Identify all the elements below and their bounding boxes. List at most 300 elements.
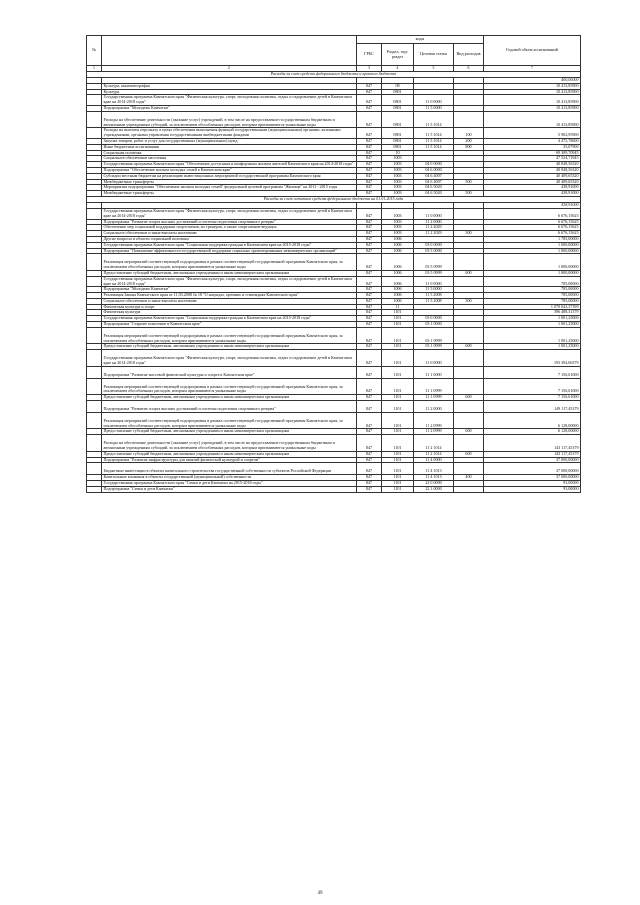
amount-cell: 6 128,00000 [484,429,581,435]
expense-type-code [454,327,484,344]
section-code: 1003 [382,191,414,197]
amount-cell: 1 001,25000 [484,316,581,322]
expense-type-code: 800 [454,144,484,150]
grbs-code: 847 [357,287,382,293]
target-article-code: 03 5 0999 [414,254,454,271]
grbs-code: 847 [357,429,382,435]
item-name: Предоставление субсидий бюджетным, автономным учреждениям и иным некоммерческим организациям [102,451,357,457]
section-caption: Расходы за счет остатков средств федерального бюджета на 01.01.2015 года [87,196,581,202]
grbs-code: 847 [357,463,382,475]
section-code: 1003 [382,167,414,173]
section-code: 0801 [382,95,414,106]
expense-type-code: 600 [454,429,484,435]
table-row [87,208,581,219]
header-rzpr: Раздел, под-раздел [382,44,414,66]
item-name: Обеспечение мер социальной поддержки спортсменов, их тренеров, а также спортсменов-ведущих [102,225,357,231]
grbs-code: 847 [357,162,382,168]
amount-cell: 40 409,65320 [484,179,581,185]
item-name: Культура [102,89,357,95]
grbs-code: 847 [357,138,382,144]
amount-cell: 7 156,61000 [484,378,581,395]
target-article-code: 11 2 1014 [414,451,454,457]
section-code: 1006 [382,298,414,304]
target-article-code: 04 6 4007 [414,179,454,185]
section-code: 1101 [382,486,414,492]
grbs-code: 847 [357,401,382,413]
amount-cell: 37 000,00000 [484,457,581,463]
item-name: Мероприятия подпрограммы "Обеспечение жильем молодых семей" федеральной целевой программы "Жилище" на 2011 - 2015 годы [102,185,357,191]
item-name: Социальное обеспечение населения [102,156,357,162]
item-name: Другие вопросы в области социальной политики [102,236,357,242]
item-name: Бюджетные инвестиции в объекты капитального строительства государственной собственности субъектов Российской Федерации [102,463,357,475]
amount-cell: 1 785,00000 [484,236,581,242]
grbs-code: 847 [357,150,382,156]
expense-type-code: 500 [454,191,484,197]
amount-cell: 10 413,85900 [484,89,581,95]
section-code: 0801 [382,138,414,144]
item-name: Подпрограмма "Обеспечение жильем молодых семей в Камчатском крае" [102,167,357,173]
item-name: Подпрограмма "Развитие массовой физической культуры и спорта в Камчатском крае" [102,366,357,378]
index-cell: 2 [102,66,357,72]
index-cell: 5 [414,66,454,72]
amount-cell: 69 309,70945 [484,150,581,156]
section-caption: Расходы за счет средств федерального бюджета и краевого бюджета [87,71,581,77]
grbs-code: 847 [357,276,382,287]
section-code: 1003 [382,179,414,185]
item-name: Социальное обеспечение и иные выплаты населению [102,298,357,304]
item-name: Расходы на выплаты персоналу в целях обеспечения выполнения функций государственными (муниципальными) органами, казенными учреждениями, органами управления государственными внебюджетными фондами [102,128,357,139]
grbs-code: 847 [357,236,382,242]
expense-type-code [454,95,484,106]
expense-type-code [454,208,484,219]
grbs-code: 847 [357,105,382,111]
page-number: 49 [317,891,323,896]
item-name: Государственная программа Камчатского края "Физическая культура, спорт, молодежная политика, отдых и оздоровление детей в Камчатском крае на 2014-2018 годы" [102,95,357,106]
section-code: 1101 [382,475,414,481]
expense-type-code [454,350,484,367]
section-code: 1101 [382,429,414,435]
section-code: 1006 [382,248,414,254]
row-number [87,378,102,395]
index-cell: 6 [454,66,484,72]
target-article-code: 22 0 0000 [414,481,454,487]
row-number [87,254,102,271]
section-code: 0801 [382,89,414,95]
amount-cell: 1 001,25000 [484,322,581,328]
header-num: № [87,36,102,66]
target-article-code: 04 6 5020 [414,185,454,191]
target-article-code: 11 1 0999 [414,378,454,395]
budget-table [86,35,581,493]
grbs-code: 847 [357,475,382,481]
item-name: Предоставление субсидий бюджетным, автономным учреждениям и иным некоммерческим организациям [102,270,357,276]
grbs-code: 847 [357,304,382,310]
amount-cell: 47 524,71945 [484,156,581,162]
target-article-code: 11 2 0999 [414,412,454,429]
grbs-code: 847 [357,179,382,185]
grbs-code: 847 [357,95,382,106]
grbs-code: 847 [357,111,382,128]
expense-type-code [454,412,484,429]
subtotal-amount: 400,00000 [484,77,581,83]
target-article-code: 22 1 0000 [414,486,454,492]
target-article-code: 03 1 0999 [414,327,454,344]
section-code: 1003 [382,156,414,162]
amount-cell: 40 848,56320 [484,162,581,168]
expense-type-code: 600 [454,451,484,457]
section-code: 1101 [382,412,414,429]
table-row [87,95,581,106]
grbs-code: 847 [357,219,382,225]
section-code: 11 [382,304,414,310]
item-name: Подпрограмма "Семья и дети Камчатки" [102,486,357,492]
header-csr: Целевая статья [414,44,454,66]
section-code: 1003 [382,185,414,191]
section-code: 1101 [382,350,414,367]
index-cell: 3 [357,66,382,72]
item-name: Государственная программа Камчатского края "Социальная поддержка граждан в Камчатском крае на 2015-2018 годы" [102,242,357,248]
target-article-code: 04 0 0000 [414,162,454,168]
amount-cell: 40 848,56320 [484,167,581,173]
target-article-code: 11 5 1014 [414,144,454,150]
item-name: Подпрограмма "Развитие спорта высших достижений и системы подготовки спортивного резерва" [102,219,357,225]
row-number [87,412,102,429]
row-number [87,463,102,475]
grbs-code: 847 [357,89,382,95]
target-article-code: 11 0 0000 [414,208,454,219]
grbs-code: 847 [357,144,382,150]
item-name: Расходы на обеспечение деятельности (оказание услуг) учреждений, в том числе на предоставление государственным бюджетным и автономным учреждениям субсидий, за исключением обособленных расходов, которым присваиваются уникальные коды [102,435,357,452]
item-name: Государственная программа Камчатского края "Социальная поддержка граждан в Камчатском крае на 2015-2018 годы" [102,316,357,322]
amount-cell: 4 475,78600 [484,138,581,144]
grbs-code: 847 [357,412,382,429]
expense-type-code: 400 [454,475,484,481]
expense-type-code: 600 [454,270,484,276]
grbs-code: 847 [357,378,382,395]
section-code: 1101 [382,322,414,328]
index-cell: 1 [87,66,102,72]
item-name: Реализация Закона Камчатского края от 11.03.2008 № 18 "О наградах, премиях и стипендиях Камчатского края" [102,293,357,299]
grbs-code: 847 [357,395,382,401]
expense-type-code [454,463,484,475]
table-body [87,71,581,492]
grbs-code: 847 [357,435,382,452]
target-article-code: 11 2 2029 [414,225,454,231]
section-code: 1101 [382,310,414,316]
expense-type-code: 100 [454,128,484,139]
row-number [87,486,102,492]
amount-cell: 7 156,61000 [484,395,581,401]
amount-cell: 143 117,45379 [484,435,581,452]
index-cell: 7 [484,66,581,72]
expense-type-code: 300 [454,298,484,304]
amount-cell: 143 117,45379 [484,451,581,457]
amount-cell: 6 676,15625 [484,219,581,225]
expense-type-code [454,486,484,492]
target-article-code: 11 2 1014 [414,435,454,452]
table-row [87,486,581,492]
target-article-code: 11 1 0999 [414,395,454,401]
expense-type-code: 200 [454,138,484,144]
table-row [87,463,581,475]
expense-type-code: 300 [454,231,484,237]
item-name: Культура, кинематография [102,83,357,89]
row-number [87,435,102,452]
header-vr: Вид расходов [454,44,484,66]
grbs-code: 847 [357,173,382,179]
item-name: Расходы на обеспечение деятельности (оказание услуг) учреждений, в том числе на предоставление государственным бюджетным и автономным учреждениям субсидий, за исключением обособленных расходов, которым присваиваются уникальные коды [102,111,357,128]
grbs-code: 847 [357,242,382,248]
target-article-code: 03 0 0000 [414,242,454,248]
expense-type-code [454,254,484,271]
target-article-code: 03 0 0000 [414,316,454,322]
amount-cell: 35,07900 [484,144,581,150]
target-article-code: 03 1 0999 [414,344,454,350]
section-code: 1101 [382,344,414,350]
table-row [87,128,581,139]
amount-cell: 785,00000 [484,276,581,287]
section-code: 1006 [382,236,414,242]
section-code: 1101 [382,316,414,322]
grbs-code: 847 [357,316,382,322]
header-row-1 [87,36,581,44]
grbs-code: 847 [357,208,382,219]
grbs-code: 847 [357,350,382,367]
amount-cell: 40 409,65320 [484,173,581,179]
expense-type-code: 600 [454,395,484,401]
target-article-code: 11 1 0000 [414,366,454,378]
item-name: Социальное обеспечение и иные выплаты населению [102,231,357,237]
target-article-code: 11 2 0999 [414,429,454,435]
target-article-code: 11 4 1013 [414,463,454,475]
amount-cell: 396 488,31379 [484,310,581,316]
grbs-code: 847 [357,486,382,492]
item-name: Предоставление субсидий бюджетным, автономным учреждениям и иным некоммерческим организациям [102,429,357,435]
grbs-code: 847 [357,298,382,304]
section-code: 1006 [382,242,414,248]
section-code: 1101 [382,401,414,413]
item-name: Межбюджетные трансферты [102,191,357,197]
item-name: Предоставление субсидий бюджетным, автономным учреждениям и иным некоммерческим организациям [102,395,357,401]
expense-type-code: 600 [454,344,484,350]
target-article-code: 04 6 4007 [414,173,454,179]
expense-type-code: 500 [454,179,484,185]
amount-cell: 193 394,06379 [484,350,581,367]
amount-cell: 1 000,00000 [484,242,581,248]
grbs-code: 847 [357,322,382,328]
target-article-code: 03 1 0000 [414,322,454,328]
expense-type-code [454,378,484,395]
item-name: Государственная программа Камчатского края "Обеспечение доступным и комфортным жильем жителей Камчатского края на 2014-2018 годы" [102,162,357,168]
header-codes: коды [357,36,484,44]
item-name: Подпрограмма "Молодежь Камчатки" [102,287,357,293]
target-article-code: 03 5 0999 [414,270,454,276]
grbs-code: 847 [357,185,382,191]
section-code: 08 [382,83,414,89]
section-code: 1006 [382,254,414,271]
expense-type-code [454,111,484,128]
amount-cell: 93,00000 [484,486,581,492]
target-article-code: 11 5 1014 [414,111,454,128]
grbs-code: 847 [357,344,382,350]
amount-cell: 438,91000 [484,191,581,197]
item-name: Реализация мероприятий соответствующей подпрограммы в рамках соответствующей государственной программы Камчатского края, за исключением обособленных расходов, которым присваиваются уникальные коды [102,378,357,395]
target-article-code: 11 5 0000 [414,287,454,293]
row-number [87,111,102,128]
item-name: Подпрограмма "Молодежь Камчатки" [102,105,357,111]
amount-cell: 37 000,00000 [484,475,581,481]
item-name: Иные бюджетные ассигнования [102,144,357,150]
item-name: Государственная программа Камчатского края "Физическая культура, спорт, молодежная политика, отдых и оздоровление детей в Камчатском крае на 2014-2018 годы" [102,276,357,287]
grbs-code: 847 [357,156,382,162]
row-number [87,401,102,413]
target-article-code: 04 6 5020 [414,191,454,197]
target-article-code: 03 5 0000 [414,248,454,254]
row-number [87,128,102,139]
amount-cell: 6 676,15625 [484,208,581,219]
target-article-code: 11 4 1013 [414,475,454,481]
expense-type-code [454,401,484,413]
amount-cell: 785,00000 [484,287,581,293]
grbs-code: 847 [357,451,382,457]
section-code: 1006 [382,270,414,276]
section-code: 1101 [382,457,414,463]
grbs-code: 847 [357,191,382,197]
amount-cell: 5 902,95900 [484,128,581,139]
item-name: Межбюджетные трансферты [102,179,357,185]
amount-cell: 37 000,00000 [484,463,581,475]
amount-cell: 93,00000 [484,481,581,487]
target-article-code: 11 0 0000 [414,276,454,287]
section-code: 10 [382,150,414,156]
table-row [87,378,581,395]
target-article-code: 11 5 0000 [414,105,454,111]
item-name: Реализация мероприятий соответствующей подпрограммы в рамках соответствующей государственной программы Камчатского края, за исключением обособленных расходов, которым присваиваются уникальные коды [102,327,357,344]
target-article-code: 11 5 1014 [414,138,454,144]
item-name: Государственная программа Камчатского края "Физическая культура, спорт, молодежная политика, отдых и оздоровление детей в Камчатском крае на 2014-2018 годы" [102,208,357,219]
row-number [87,276,102,287]
grbs-code: 847 [357,293,382,299]
item-name: Капитальные вложения в объекты государственной (муниципальной) собственности [102,475,357,481]
section-code: 1101 [382,463,414,475]
item-name: Социальная политика [102,150,357,156]
target-article-code: 11 0 0000 [414,95,454,106]
amount-cell: 1 001,25000 [484,344,581,350]
section-code: 1003 [382,231,414,237]
item-name: Подпрограмма "Развитие инфраструктуры для занятий физической культурой и спортом" [102,457,357,463]
section-code: 0801 [382,105,414,111]
amount-cell: 10 413,85900 [484,95,581,106]
amount-cell: 10 413,85900 [484,111,581,128]
grbs-code: 847 [357,310,382,316]
item-name: Государственная программа Камчатского края "Семья и дети Камчатки на 2015-2018 годы" [102,481,357,487]
item-name: Подпрограмма "Повышение эффективности государственной поддержки социально ориентированных некоммерческих организаций" [102,248,357,254]
item-name: Субсидии местным бюджетам на реализацию инвестиционных мероприятий государственной программы Камчатского края [102,173,357,179]
grbs-code: 847 [357,481,382,487]
target-article-code: 11 2 0000 [414,219,454,225]
section-code: 1101 [382,451,414,457]
amount-cell: 1 070 043,37399 [484,304,581,310]
section-code: 1006 [382,276,414,287]
target-article-code: 11 0 0000 [414,350,454,367]
amount-cell: 6 676,15625 [484,225,581,231]
grbs-code: 847 [357,366,382,378]
amount-cell: 785,00000 [484,293,581,299]
expense-type-code [454,366,484,378]
item-name: Реализация мероприятий соответствующей подпрограммы в рамках соответствующей государственной программы Камчатского края, за исключением обособленных расходов, которым присваиваются уникальные коды [102,412,357,429]
table-row [87,412,581,429]
grbs-code: 847 [357,167,382,173]
grbs-code: 847 [357,270,382,276]
section-code: 1006 [382,293,414,299]
section-code: 1003 [382,219,414,225]
section-code: 0801 [382,144,414,150]
row-number [87,350,102,367]
amount-cell: 1 000,00000 [484,254,581,271]
target-article-code: 11 5 1014 [414,128,454,139]
item-name: Подпрограмма "Старшее поколение в Камчатском крае" [102,322,357,328]
grbs-code: 847 [357,225,382,231]
table-row [87,435,581,452]
target-article-code: 11 2 2029 [414,231,454,237]
header-amount: Годовой объем ассигнований [484,36,581,66]
section-code: 1003 [382,173,414,179]
header-name [102,36,357,66]
target-article-code: 04 6 0000 [414,167,454,173]
item-name: Подпрограмма "Развитие спорта высших достижений и системы подготовки спортивного резерва" [102,401,357,413]
amount-cell: 1 000,00000 [484,270,581,276]
header-grbs: ГРБС [357,44,382,66]
row-number [87,366,102,378]
target-article-code: 11 5 2008 [414,298,454,304]
target-article-code: 11 2 0000 [414,401,454,413]
row-number [87,208,102,219]
grbs-code: 847 [357,248,382,254]
item-name: Предоставление субсидий бюджетным, автономным учреждениям и иным некоммерческим организациям [102,344,357,350]
section-code: 1101 [382,435,414,452]
item-name: Реализация мероприятий соответствующей подпрограммы в рамках соответствующей государственной программы Камчатского края, за исключением обособленных расходов, которым присваиваются уникальные коды [102,254,357,271]
target-article-code: 11 4 0000 [414,457,454,463]
table-row [87,254,581,271]
amount-cell: 7 156,61000 [484,366,581,378]
amount-cell: 438,91000 [484,185,581,191]
grbs-code: 847 [357,83,382,89]
section-code: 1101 [382,481,414,487]
amount-cell: 10 413,85900 [484,105,581,111]
expense-type-code [454,435,484,452]
amount-cell: 1 000,00000 [484,248,581,254]
item-name: Физическая культура [102,310,357,316]
section-code: 1101 [382,378,414,395]
section-code: 1003 [382,162,414,168]
subtotal-amount: 438,91000 [484,202,581,208]
grbs-code: 847 [357,254,382,271]
section-code: 1101 [382,366,414,378]
grbs-code: 847 [357,457,382,463]
amount-cell: 1 001,25000 [484,327,581,344]
table-row [87,350,581,367]
grbs-code: 847 [357,128,382,139]
target-article-code: 11 5 2008 [414,293,454,299]
section-code: 1006 [382,287,414,293]
expense-type-code [454,276,484,287]
table-row [87,327,581,344]
section-code: 1101 [382,395,414,401]
row-number [87,327,102,344]
amount-cell: 6 128,00000 [484,412,581,429]
index-cell: 4 [382,66,414,72]
section-code: 0801 [382,111,414,128]
